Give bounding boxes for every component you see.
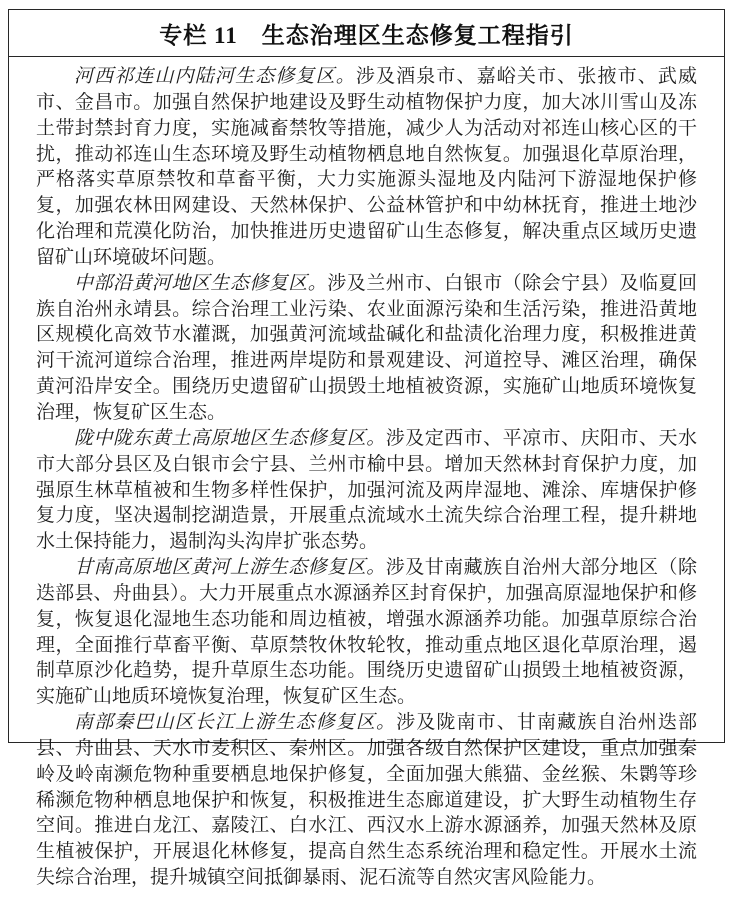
paragraph-lead: 陇中陇东黄土高原地区生态修复区。 <box>74 427 386 449</box>
paragraph <box>36 64 697 271</box>
column-body <box>9 57 724 899</box>
paragraph-text: 涉及酒泉市、嘉峪关市、张掖市、武威市、金昌市。加强自然保护地建设及野生动植物保护力度，加大冰川雪山及冻土带封禁封育力度，实施减畜禁牧等措施，减少人为活动对祁连山核心区的干扰，推动祁连山生态环境及野生动植物栖息地自然恢复。加强退化草原治理，严格落实草原禁牧和草畜平衡，大力实施源头湿地及内陆河下游湿地保护修复，加强农林田网建设、天然林保护、公益林管护和中幼林抚育，推进土地沙化治理和荒漠化防治，加快推进历史遗留矿山生态修复，解决重点区域历史遗留矿山环境破坏问题。 <box>36 66 697 268</box>
column-box <box>8 9 725 889</box>
paragraph-lead: 南部秦巴山区长江上游生态修复区。 <box>74 712 397 734</box>
paragraph <box>36 710 697 891</box>
paragraph-lead: 中部沿黄河地区生态修复区。 <box>74 272 328 294</box>
paragraph-lead: 甘南高原地区黄河上游生态修复区。 <box>74 557 386 579</box>
paragraph-lead: 河西祁连山内陆河生态修复区。 <box>74 66 356 87</box>
paragraph <box>36 271 697 426</box>
paragraph-text: 涉及兰州市、白银市（除会宁县）及临夏回族自治州永靖县。综合治理工业污染、农业面源污染和生活污染，推进沿黄地区规模化高效节水灌溉，加强黄河流域盐碱化和盐渍化治理力度，积极推进黄河干流河道综合治理，推进两岸堤防和景观建设、河道控导、滩区治理，确保黄河沿岸安全。围绕历史遗留矿山损毁土地植被资源，实施矿山地质环境恢复治理，恢复矿区生态。 <box>36 272 697 423</box>
paragraph <box>36 555 697 710</box>
paragraph-text: 涉及甘南藏族自治州大部分地区（除迭部县、舟曲县）。大力开展重点水源涵养区封育保护，加强高原湿地保护和修复，恢复退化湿地生态功能和周边植被，增强水源涵养功能。加强草原综合治理，全面推行草畜平衡、草原禁牧休牧轮牧，推动重点地区退化草原治理，遏制草原沙化趋势，提升草原生态功能。围绕历史遗留矿山损毁土地植被资源，实施矿山地质环境恢复治理，恢复矿区生态。 <box>36 557 697 708</box>
paragraph <box>36 426 697 555</box>
paragraph-text: 涉及定西市、平凉市、庆阳市、天水市大部分县区及白银市会宁县、兰州市榆中县。增加天然林封育保护力度，加强原生林草植被和生物多样性保护，加强河流及两岸湿地、滩涂、库塘保护修复力度，坚决遏制挖湖造景，开展重点流域水土流失综合治理工程，提升耕地水土保持能力，遏制沟头沟岸扩张态势。 <box>36 427 697 553</box>
paragraph-text: 涉及陇南市、甘南藏族自治州迭部县、舟曲县、天水市麦积区、秦州区。加强各级自然保护区建设，重点加强秦岭及岭南濒危物种重要栖息地保护修复，全面加强大熊猫、金丝猴、朱鹮等珍稀濒危物种栖息地保护和恢复，积极推进生态廊道建设，扩大野生动植物生存空间。推进白龙江、嘉陵江、白水江、西汉水上游水源涵养，加强天然林及原生植被保护，开展退化林修复，提高自然生态系统治理和稳定性。开展水土流失综合治理，提升城镇空间抵御暴雨、泥石流等自然灾害风险能力。 <box>36 712 697 889</box>
column-title: 专栏 11 生态治理区生态修复工程指引 <box>9 10 724 57</box>
